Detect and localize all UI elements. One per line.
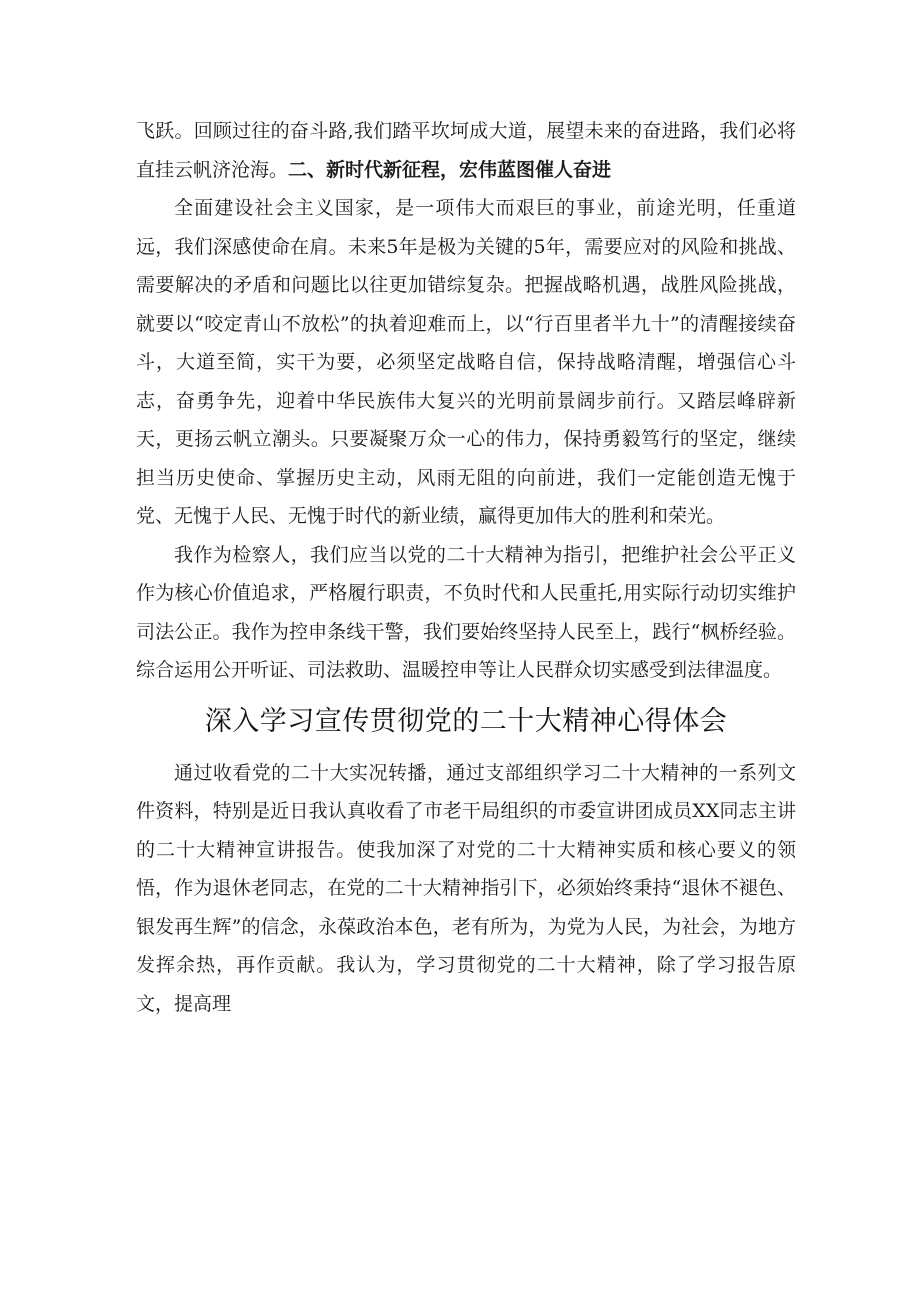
paragraph-1: 全面建设社会主义国家，是一项伟大而艰巨的事业，前途光明，任重道远，我们深感使命在肩。未来5年是极为关键的5年，需要应对的风险和挑战、需要解决的矛盾和问题比以往更加错综复杂。把握战略机遇，战胜风险挑战，就要以“咬定青山不放松”的执着迎难而上，以“行百里者半九十”的清醒接续奋斗，大道至简，实干为要，必须坚定战略自信，保持战略清醒，增强信心斗志，奋勇争先，迎着中华民族伟大复兴的光明前景阔步前行。又踏层峰辟新天，更扬云帆立潮头。只要凝聚万众一心的伟力，保持勇毅笃行的坚定，继续担当历史使命、掌握历史主动，风雨无阻的向前进，我们一定能创造无愧于党、无愧于人民、无愧于时代的新业绩，赢得更加伟大的胜利和荣光。: [136, 197, 796, 527]
paragraph-2: 我作为检察人，我们应当以党的二十大精神为指引，把维护社会公平正义作为核心价值追求，严格履行职责，不负时代和人民重托,用实际行动切实维护司法公正。我作为控申条线干警，我们要始终坚持人民至上，践行“枫桥经验。综合运用公开听证、司法救助、温暖控申等让人民群众切实感受到法律温度。: [136, 543, 796, 681]
document-content: [136, 112, 796, 1023]
intro-paragraph-text: 飞跃。回顾过往的奋斗路,我们踏平坎坷成大道，展望未来的奋进路，我们必将直挂云帆济沧海。: [136, 120, 796, 181]
intro-paragraph: [136, 112, 796, 189]
body-paragraph-1: 通过收看党的二十大实况转播，通过支部组织学习二十大精神的一系列文件资料，特别是近日我认真收看了市老干局组织的市委宣讲团成员XX同志主讲的二十大精神宣讲报告。使我加深了对党的二十大精神实质和核心要义的领悟，作为退休老同志，在党的二十大精神指引下，必须始终秉持“退休不褪色、银发再生辉”的信念，永葆政治本色，老有所为，为党为人民，为社会，为地方发挥余热，再作贡献。我认为，学习贯彻党的二十大精神，除了学习报告原文，提高理: [136, 761, 796, 1015]
section-heading: 二、新时代新征程，宏伟蓝图催人奋进: [288, 158, 612, 181]
document-title: 深入学习宣传贯彻党的二十大精神心得体会: [204, 705, 728, 737]
